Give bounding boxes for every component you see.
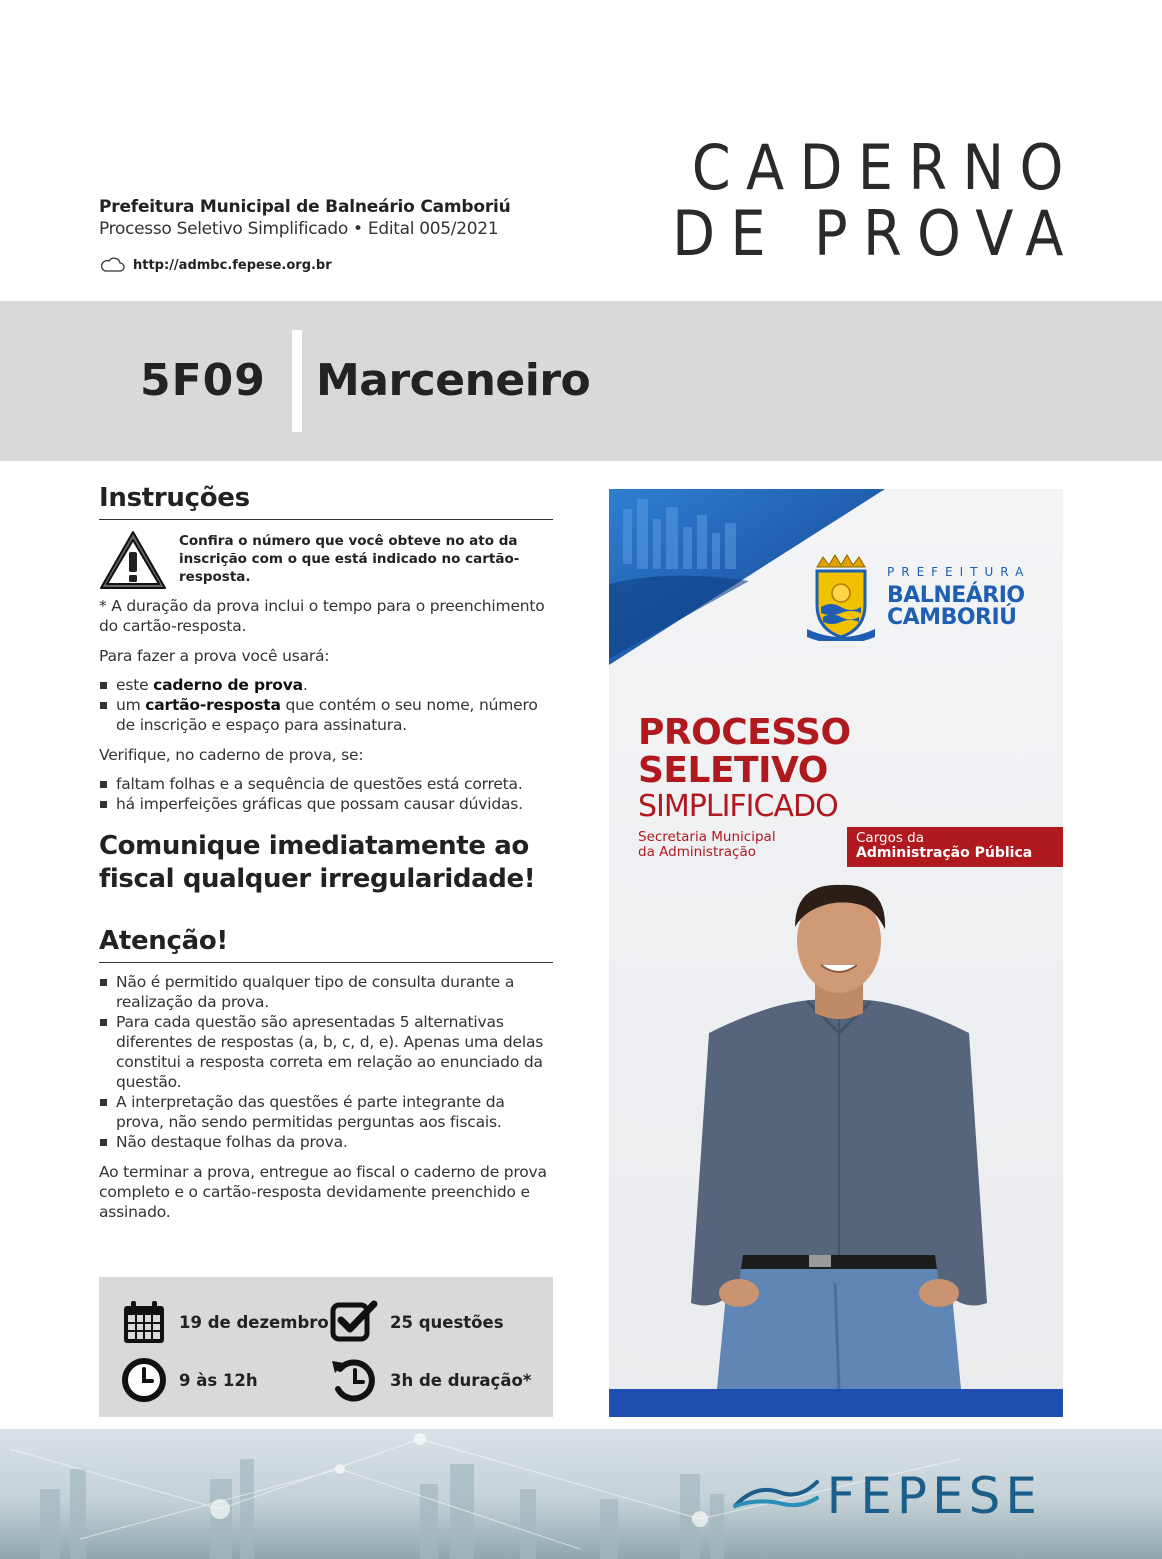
closing-note: Ao terminar a prova, entregue ao fiscal o caderno de prova completo e o cartão-resposta devidamente preenchido e assinado. <box>99 1163 547 1221</box>
usara-list <box>99 675 553 735</box>
process-poster <box>609 489 1063 1417</box>
fepese-wordmark: FEPESE <box>826 1467 1042 1525</box>
warning-block <box>99 530 553 590</box>
history-icon <box>330 1357 378 1403</box>
prefeitura-logo <box>805 553 1030 641</box>
poster-footer-bar <box>609 1389 1063 1417</box>
organization-info <box>99 197 569 239</box>
exam-time <box>121 1357 258 1403</box>
website-link[interactable] <box>99 257 332 273</box>
instructions-column <box>99 483 553 1222</box>
organization-name: Prefeitura Municipal de Balneário Camboriú <box>99 197 511 217</box>
caderno-de-prova-title <box>627 131 1079 270</box>
model-photo <box>639 883 1039 1389</box>
list-item: faltam folhas e a sequência de questões está correta. <box>99 774 553 794</box>
question-count-label: 25 questões <box>390 1312 504 1332</box>
list-item: Não é permitido qualquer tipo de consulta durante a realização da prova. <box>99 972 553 1012</box>
duration-note: * A duração da prova inclui o tempo para o preenchimento do cartão-resposta. <box>99 597 545 635</box>
coat-of-arms-icon <box>805 553 877 641</box>
question-count <box>330 1299 504 1345</box>
list-item: há imperfeições gráficas que possam causar dúvidas. <box>99 794 553 814</box>
exam-date-label: 19 de dezembro <box>179 1312 329 1332</box>
fepese-logo <box>731 1467 1042 1525</box>
fepese-wave-icon <box>731 1476 821 1516</box>
website-url[interactable]: http://admbc.fepese.org.br <box>133 257 332 273</box>
band-separator <box>292 330 302 432</box>
instrucoes-heading: Instruções <box>99 483 553 520</box>
list-item: A interpretação das questões é parte integrante da prova, não sendo permitidas perguntas aos fiscais. <box>99 1092 553 1132</box>
poster-title: PROCESSO SELETIVO <box>638 712 851 791</box>
warning-text: Confira o número que você obteve no ato da inscrição com o que está indicado no cartão-resposta. <box>179 533 520 585</box>
list-item: este caderno de prova. <box>99 675 553 695</box>
exam-date <box>121 1299 329 1345</box>
prefeitura-label: PREFEITURA <box>887 565 1031 579</box>
city-name-line-1: BALNEÁRIO <box>887 583 1025 608</box>
exam-duration-label: 3h de duração* <box>390 1370 532 1390</box>
process-edital: Processo Seletivo Simplificado • Edital 005/2021 <box>99 219 499 239</box>
exam-duration <box>330 1357 531 1403</box>
comunique-warning: Comunique imediatamente ao fiscal qualquer irregularidade! <box>99 831 536 894</box>
secretaria-label: Secretaria Municipal da Administração <box>638 829 776 860</box>
cargos-tag: Cargos da Administração Pública <box>847 827 1063 867</box>
title-line-1: CADERNO <box>692 131 1079 204</box>
exam-time-label: 9 às 12h <box>179 1370 258 1390</box>
city-name-line-2: CAMBORIÚ <box>887 605 1017 630</box>
atencao-list <box>99 972 553 1152</box>
list-item: um cartão-resposta que contém o seu nome, número de inscrição e espaço para assinatura. <box>99 695 553 735</box>
warning-icon <box>99 530 167 590</box>
footer-banner <box>0 1429 1162 1559</box>
position-role: Marceneiro <box>316 355 591 406</box>
clock-icon <box>121 1357 167 1403</box>
verifique-intro: Verifique, no caderno de prova, se: <box>99 746 364 764</box>
atencao-heading: Atenção! <box>99 926 553 963</box>
list-item: Para cada questão são apresentadas 5 alternativas diferentes de respostas (a, b, c, d, e). Apenas uma delas constitui a resposta correta em relação ao enunciado da questão. <box>99 1012 553 1092</box>
calendar-icon <box>121 1299 167 1345</box>
checkbox-icon <box>330 1299 378 1345</box>
cloud-icon <box>99 257 125 273</box>
poster-subtitle: SIMPLIFICADO <box>638 789 838 824</box>
exam-info-box <box>99 1277 553 1417</box>
position-code: 5F09 <box>140 355 266 406</box>
title-line-2: DE PROVA <box>672 197 1079 270</box>
list-item: Não destaque folhas da prova. <box>99 1132 553 1152</box>
usara-intro: Para fazer a prova você usará: <box>99 647 330 665</box>
verifique-list <box>99 774 553 814</box>
